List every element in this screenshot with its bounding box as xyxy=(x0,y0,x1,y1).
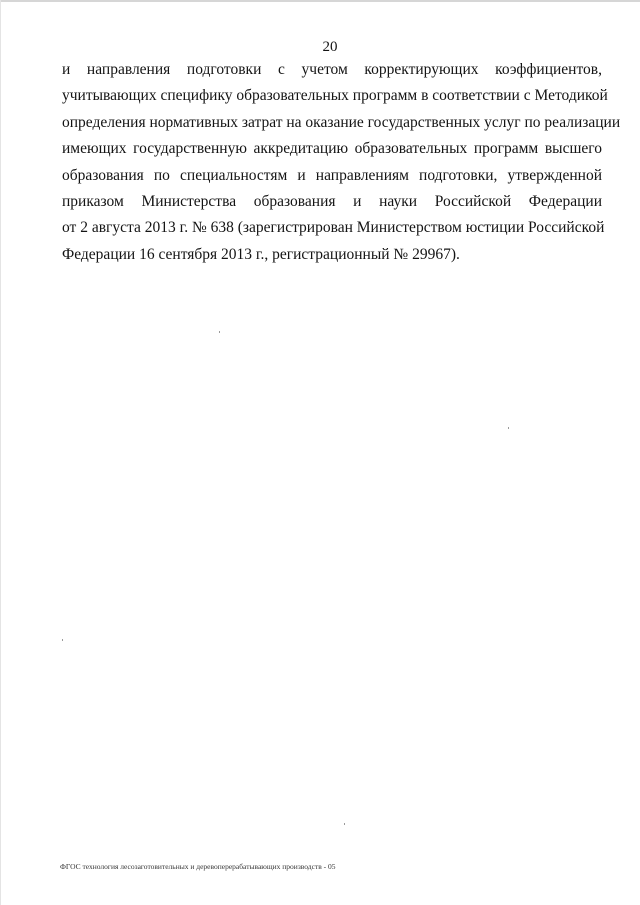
scan-edge-left xyxy=(0,0,1,905)
paragraph-line: имеющих государственную аккредитацию образовательных программ высшего xyxy=(62,140,602,158)
scan-speck xyxy=(62,639,63,641)
document-footer: ФГОС технология лесозаготовительных и деревоперерабатывающих производств - 05 xyxy=(60,862,336,871)
paragraph-line: Федерации 16 сентября 2013 г., регистрационный № 29967). xyxy=(62,245,460,263)
paragraph-line: учитывающих специфику образовательных программ в соответствии с Методикой xyxy=(62,87,608,105)
scan-edge-top xyxy=(0,0,640,2)
body-paragraph xyxy=(62,57,621,268)
scan-speck xyxy=(219,331,220,333)
paragraph-line: приказом Министерства образования и науки Российской Федерации xyxy=(62,192,602,210)
page-number: 20 xyxy=(322,39,338,55)
paragraph-line: от 2 августа 2013 г. № 638 (зарегистрирован Министерством юстиции Российской xyxy=(62,219,605,237)
paragraph-line: определения нормативных затрат на оказание государственных услуг по реализации xyxy=(62,113,621,131)
scan-speck xyxy=(508,427,509,429)
paragraph-line: и направления подготовки с учетом корректирующих коэффициентов, xyxy=(62,61,602,78)
paragraph-line: образования по специальностям и направлениям подготовки, утвержденной xyxy=(62,166,602,184)
scan-speck xyxy=(344,823,345,825)
